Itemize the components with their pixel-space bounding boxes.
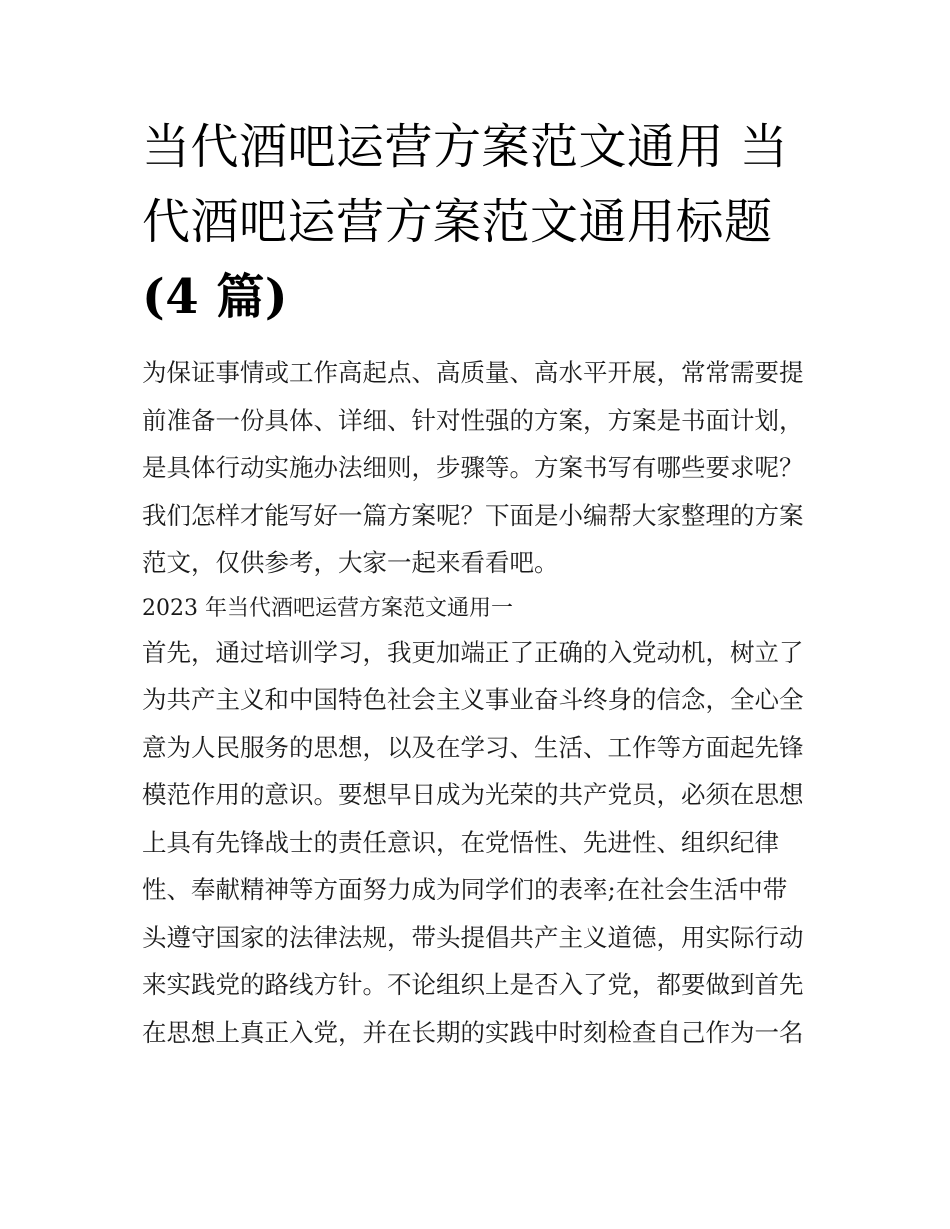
section-line: 头遵守国家的法律法规，带头提倡共产主义道德，用实际行动 <box>142 922 804 952</box>
section-line: 为共产主义和中国特色社会主义事业奋斗终身的信念，全心全 <box>142 685 804 714</box>
section-paragraph <box>142 629 812 1057</box>
intro-line: 为保证事情或工作高起点、高质量、高水平开展，常常需要提 <box>142 358 804 387</box>
document-title <box>142 110 812 335</box>
intro-line: 前准备一份具体、详细、针对性强的方案，方案是书面计划， <box>142 405 804 435</box>
document-page <box>142 110 812 1056</box>
section-line: 性、奉献精神等方面努力成为同学们的表率;在社会生活中带 <box>142 875 788 904</box>
intro-line: 范文，仅供参考，大家一起来看看吧。 <box>142 548 559 577</box>
section-line: 意为人民服务的思想，以及在学习、生活、工作等方面起先锋 <box>142 732 804 762</box>
intro-paragraph <box>142 349 812 587</box>
section-line: 来实践党的路线方针。不论组织上是否入了党，都要做到首先 <box>142 970 804 999</box>
title-line-3: (4 篇) <box>142 269 289 325</box>
section-heading: 2023 年当代酒吧运营方案范文通用一 <box>142 595 513 621</box>
section-line: 模范作用的意识。要想早日成为光荣的共产党员，必须在思想 <box>142 780 804 809</box>
section-line: 首先，通过培训学习，我更加端正了正确的入党动机，树立了 <box>142 637 804 667</box>
section-line: 上具有先锋战士的责任意识，在党悟性、先进性、组织纪律 <box>142 827 779 857</box>
title-line-2: 代酒吧运营方案范文通用标题 <box>142 194 773 250</box>
section-line: 在思想上真正入党，并在长期的实践中时刻检查自己作为一名 <box>142 1017 804 1047</box>
title-line-1: 当代酒吧运营方案范文通用 当 <box>142 119 789 175</box>
intro-line: 我们怎样才能写好一篇方案呢？下面是小编帮大家整理的方案 <box>142 500 804 530</box>
intro-line: 是具体行动实施办法细则，步骤等。方案书写有哪些要求呢？ <box>142 453 804 482</box>
